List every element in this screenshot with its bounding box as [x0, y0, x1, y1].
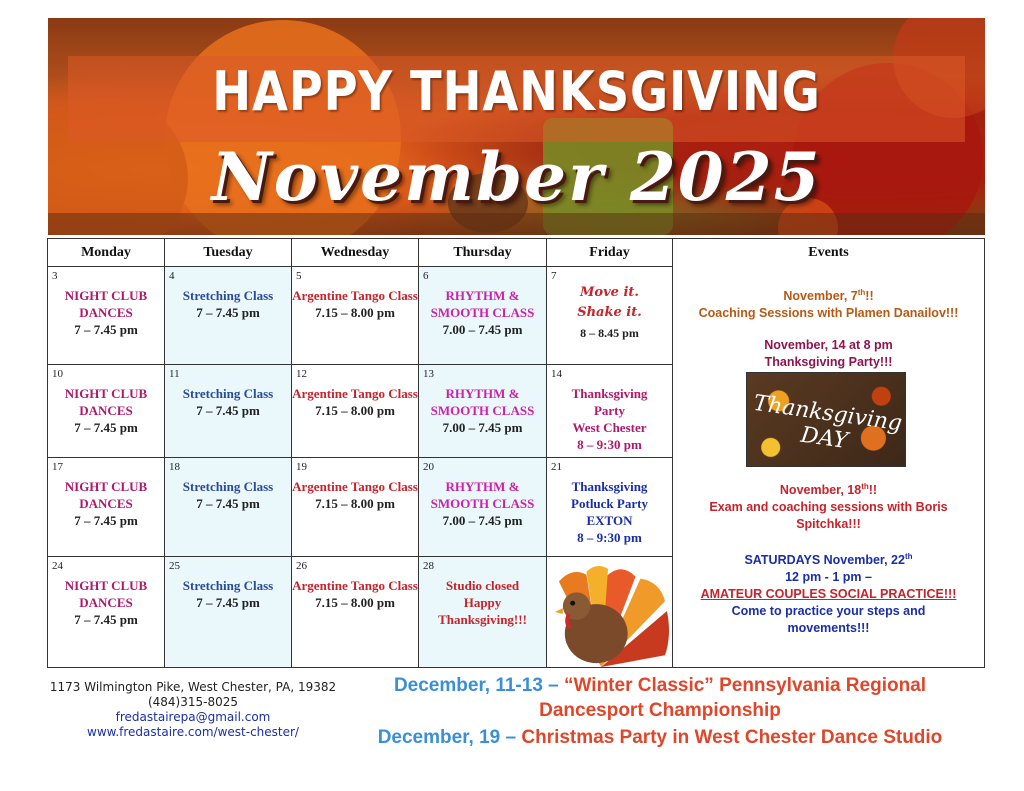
day-cell-26 [291, 556, 419, 668]
phone-text: (484)315-8025 [147, 695, 239, 709]
event-title: Studio closed Happy Thanksgiving!!! [438, 578, 527, 627]
winter-classic-announcement: December, 11-13 – “Winter Classic” Pennsylvania Regional [393, 675, 927, 696]
day-cell-14 [546, 364, 673, 458]
header-wednesday: Wednesday [291, 238, 419, 267]
day-number: 6 [423, 270, 429, 282]
event-time: 8 – 8.45 pm [580, 326, 639, 340]
event-title: Argentine Tango Class [292, 578, 418, 593]
events-column [672, 238, 985, 668]
thanksgiving-day-image [746, 372, 906, 467]
event-time: 12 pm - 1 pm – [785, 570, 872, 585]
day-number: 13 [423, 368, 434, 380]
header-events: Events [808, 245, 849, 260]
event-title: RHYTHM & SMOOTH CLASS [430, 288, 535, 320]
day-cell-11 [164, 364, 292, 458]
day-number: 4 [169, 270, 175, 282]
event-time: 7 – 7.45 pm [74, 513, 138, 528]
day-cell-24 [47, 556, 165, 668]
event-title: NIGHT CLUB DANCES [64, 386, 148, 418]
day-number: 3 [52, 270, 58, 282]
header-tuesday: Tuesday [164, 238, 292, 267]
day-cell-3 [47, 266, 165, 365]
event-text: Come to practice your steps and movements!!! [731, 604, 926, 636]
header-monday: Monday [47, 238, 165, 267]
event-time: 7.00 – 7.45 pm [442, 322, 523, 337]
event-place: West Chester [572, 420, 647, 435]
event-text: Thanksgiving Party!!! [764, 355, 893, 369]
dancesport-championship-line: Dancesport Championship [539, 700, 781, 721]
event-time: 7 – 7.45 pm [74, 612, 138, 627]
event-title: Stretching Class [182, 386, 274, 401]
day-cell-28 [418, 556, 547, 668]
day-number: 21 [551, 461, 562, 473]
event-text: Coaching Sessions with Plamen Danailov!!! [698, 306, 959, 321]
day-cell-6 [418, 266, 547, 365]
event-title: Stretching Class [182, 578, 274, 593]
event-time: 7.15 – 8.00 pm [315, 496, 395, 511]
event-thanksgiving-party [673, 337, 984, 371]
header-friday: Friday [546, 238, 673, 267]
day-cell-10 [47, 364, 165, 458]
day-number: 25 [169, 560, 180, 572]
day-number: 7 [551, 270, 557, 282]
event-time: 7 – 7.45 pm [74, 322, 138, 337]
header-thursday: Thursday [418, 238, 547, 267]
website-link[interactable]: www.fredastaire.com/west-chester/ [87, 725, 299, 739]
day-cell-21 [546, 457, 673, 557]
event-title: Stretching Class [182, 479, 274, 494]
event-time: 7.00 – 7.45 pm [442, 420, 523, 435]
event-title: Argentine Tango Class [292, 479, 418, 494]
email-link[interactable]: fredastairepa@gmail.com [115, 710, 271, 724]
event-text: Exam and coaching sessions with Boris Spitchka!!! [709, 500, 948, 532]
event-title: RHYTHM & SMOOTH CLASS [430, 479, 535, 511]
event-exam-boris: November, 18th!! Exam and coaching sessions with Boris Spitchka!!! [673, 478, 984, 533]
event-time: 7 – 7.45 pm [196, 595, 260, 610]
shake-it-text: Shake it. [577, 305, 642, 320]
event-time: 7 – 7.45 pm [196, 305, 260, 320]
event-title: Stretching Class [182, 288, 274, 303]
move-it-text: Move it. [580, 285, 639, 300]
event-place: EXTON [586, 513, 633, 528]
calendar-grid [47, 238, 985, 668]
event-title: RHYTHM & SMOOTH CLASS [430, 386, 535, 418]
event-time: 7.15 – 8.00 pm [315, 595, 395, 610]
event-coaching-plamen: November, 7th!! Coaching Sessions with Plamen Danailov!!! [673, 284, 984, 322]
event-time: 7.15 – 8.00 pm [315, 403, 395, 418]
event-time: 8 – 9:30 pm [577, 437, 642, 452]
day-number: 20 [423, 461, 434, 473]
event-time: 7.15 – 8.00 pm [315, 305, 395, 320]
event-time: 7.00 – 7.45 pm [442, 513, 523, 528]
day-number: 5 [296, 270, 302, 282]
event-social-practice: SATURDAYS November, 22th 12 pm - 1 pm – AMATEUR COUPLES SOCIAL PRACTICE!!! Come to practice your steps and movements!!! [673, 548, 984, 637]
event-title: NIGHT CLUB DANCES [64, 479, 148, 511]
day-number: 17 [52, 461, 63, 473]
day-number: 11 [169, 368, 180, 380]
event-date: November, 14 at 8 pm [764, 338, 893, 352]
event-time: 7 – 7.45 pm [196, 403, 260, 418]
event-time: 7 – 7.45 pm [196, 496, 260, 511]
day-cell-19 [291, 457, 419, 557]
day-number: 19 [296, 461, 307, 473]
day-number: 12 [296, 368, 307, 380]
day-number: 18 [169, 461, 180, 473]
day-cell-7 [546, 266, 673, 365]
day-cell-25 [164, 556, 292, 668]
turkey-icon [547, 557, 672, 667]
image-caption: Thanksgiving DAY [751, 390, 904, 455]
event-title: NIGHT CLUB DANCES [64, 288, 148, 320]
event-title: Argentine Tango Class [292, 386, 418, 401]
day-cell-12 [291, 364, 419, 458]
event-title: AMATEUR COUPLES SOCIAL PRACTICE!!! [700, 587, 957, 602]
day-number: 26 [296, 560, 307, 572]
day-cell-4 [164, 266, 292, 365]
banner-title: HAPPY THANKSGIVING [212, 60, 821, 123]
event-title: NIGHT CLUB DANCES [64, 578, 148, 610]
event-time: 8 – 9:30 pm [577, 530, 642, 545]
address-text: 1173 Wilmington Pike, West Chester, PA, 19382 [49, 680, 337, 694]
day-number: 28 [423, 560, 434, 572]
day-number: 10 [52, 368, 63, 380]
banner-month: November 2025 [211, 138, 822, 216]
day-cell-17 [47, 457, 165, 557]
christmas-party-announcement: December, 19 – Christmas Party in West Chester Dance Studio [377, 727, 943, 748]
turkey-image-cell [546, 556, 673, 668]
day-cell-13 [418, 364, 547, 458]
day-cell-18 [164, 457, 292, 557]
header-banner [48, 18, 985, 235]
studio-contact [48, 680, 338, 740]
day-cell-20 [418, 457, 547, 557]
day-number: 14 [551, 368, 562, 380]
event-title: Argentine Tango Class [292, 288, 418, 303]
event-title: Thanksgiving Party [571, 386, 648, 418]
event-title: Thanksgiving Potluck Party [571, 479, 648, 511]
day-number: 24 [52, 560, 63, 572]
day-cell-5 [291, 266, 419, 365]
event-time: 7 – 7.45 pm [74, 420, 138, 435]
